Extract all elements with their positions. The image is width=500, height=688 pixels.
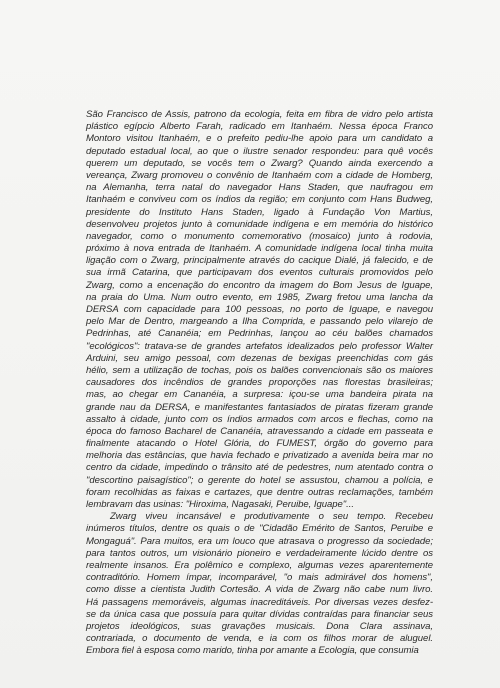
text-line: próximo à nova entrada de Itanhaém. A comunidade indígena local tinha muita: [86, 243, 433, 255]
text-line: se da única casa que possuía para quitar dívidas contraídas para financiar seus: [86, 608, 433, 620]
paragraph-1: [86, 109, 433, 511]
text-line: Mongaguá". Para muitos, era um louco que atrasava o progresso da sociedade;: [86, 535, 433, 547]
text-line: melhoria das estâncias, que havia fechado e privatizado a avenida beira mar no: [86, 450, 433, 462]
text-line: na praia do Uma. Num outro evento, em 1985, Zwarg fretou uma lancha da: [86, 291, 433, 303]
text-line: deputado estadual local, ao que o ilustre senador respondeu: para quê vocês: [86, 145, 433, 157]
text-line: foram recolhidas as faixas e cartazes, que dentre outras reclamações, também: [86, 486, 433, 498]
paragraph-2: [86, 511, 433, 657]
text-line: centro da cidade, impedindo o trânsito até de pedestres, num atentado contra o: [86, 462, 433, 474]
text-line: plástico egípcio Alberto Farah, radicado em Itanhaém. Nessa época Franco: [86, 121, 433, 133]
text-line: como disse a cientista Judith Cortesão. A vida de Zwarg não cabe num livro.: [86, 584, 433, 596]
text-line: finalmente atacando o Hotel Glória, do FUMEST, órgão do governo para: [86, 438, 433, 450]
text-line: ligação com o Zwarg, principalmente através do cacique Dialé, já falecido, e de: [86, 255, 433, 267]
text-line: grande nau da DERSA, e manifestantes fantasiados de piratas fizeram grande: [86, 401, 433, 413]
text-line: inúmeros títulos, dentre os quais o de "Cidadão Emérito de Santos, Peruibe e: [86, 523, 433, 535]
text-line: pelo Mar de Dentro, margeando a Ilha Comprida, e passando pelo vilarejo de: [86, 316, 433, 328]
text-line: contraditório. Homem ímpar, incomparável, "o mais admirável dos homens",: [86, 572, 433, 584]
text-line: Zwarg viveu incansável e produtivamente o seu tempo. Recebeu: [110, 511, 433, 523]
text-line: contrariada, o documento de venda, e ia com os filhos morar de aluguel.: [86, 633, 433, 645]
text-line: projetos ideológicos, suas gravações musicais. Dona Clara assinava,: [86, 620, 433, 632]
text-line: Embora fiel à esposa como marido, tinha por amante a Ecologia, que consumia: [86, 645, 419, 657]
text-line: São Francisco de Assis, patrono da ecologia, feita em fibra de vidro pelo artista: [86, 109, 433, 120]
text-line: hélio, sem a utilização de tochas, pois os balões convencionais são os maiores: [86, 364, 433, 376]
text-line: na Alemanha, terra natal do navegador Hans Staden, que naufragou em: [86, 182, 433, 194]
text-line: presidente do Instituto Hans Staden, ligado à Fundação Von Martius,: [86, 206, 433, 218]
text-line: sua irmã Catarina, que participavam dos eventos culturais promovidos pelo: [86, 267, 433, 279]
text-line: "descortino paisagístico"; o gerente do hotel se assustou, chamou a polícia, e: [86, 474, 433, 486]
text-line: Itanhaém e conviveu com os índios da região; em conjunto com Hans Budweg,: [86, 194, 433, 206]
text-line: querem um deputado, se vocês tem o Zwarg? Quando ainda exercendo a: [86, 157, 433, 169]
text-line: Montoro visitou Itanhaém, e o prefeito pediu-lhe apoio para um candidato a: [86, 133, 433, 145]
text-line: assalto à cidade, junto com os índios armados com arcos e flechas, como na: [86, 413, 433, 425]
text-line: para tantos outros, um visionário pioneiro e verdadeiramente lúcido dentre os: [86, 547, 433, 559]
text-line: vereança, Zwarg promoveu o convênio de Itanhaém com a cidade de Homberg,: [86, 169, 433, 181]
text-line: Há passagens memoráveis, algumas inacreditáveis. Por diversas vezes desfez-: [86, 596, 433, 608]
text-line: mas, ao chegar em Cananéia, a surpresa: içou-se uma bandeira pirata na: [86, 389, 433, 401]
text-line: lembravam das usinas: "Hiroxima, Nagasaki, Peruibe, Iguape"...: [86, 499, 354, 510]
text-line: Zwarg, como a encenação do encontro da imagem do Bom Jesus de Iguape,: [86, 279, 433, 291]
text-line: época do famoso Bacharel de Cananéia, atravessando a cidade em passeata e: [86, 425, 433, 437]
text-line: desenvolveu projetos junto à comunidade indígena e em memória do histórico: [86, 218, 433, 230]
text-line: "ecológicos": tratava-se de grandes artefatos idealizados pelo professor Walter: [86, 340, 433, 352]
text-line: navegador, como o monumento comemorativo (mosaico) junto à rodovia,: [86, 230, 433, 242]
text-line: DERSA com capacidade para 100 pessoas, no porto de Iguape, e navegou: [86, 304, 433, 315]
text-line: Arduini, seu amigo pessoal, com dezenas de bexigas preenchidas com gás: [86, 352, 433, 364]
text-line: realmente insanos. Era polêmico e complexo, algumas vezes aparentemente: [86, 559, 433, 571]
text-line: Pedrinhas, até Cananéia; em Pedrinhas, lançou ao céu balões chamados: [86, 328, 433, 340]
text-line: causadores dos incêndios de grandes proporções nas florestas brasileiras;: [86, 377, 433, 389]
document-body: [86, 109, 433, 657]
